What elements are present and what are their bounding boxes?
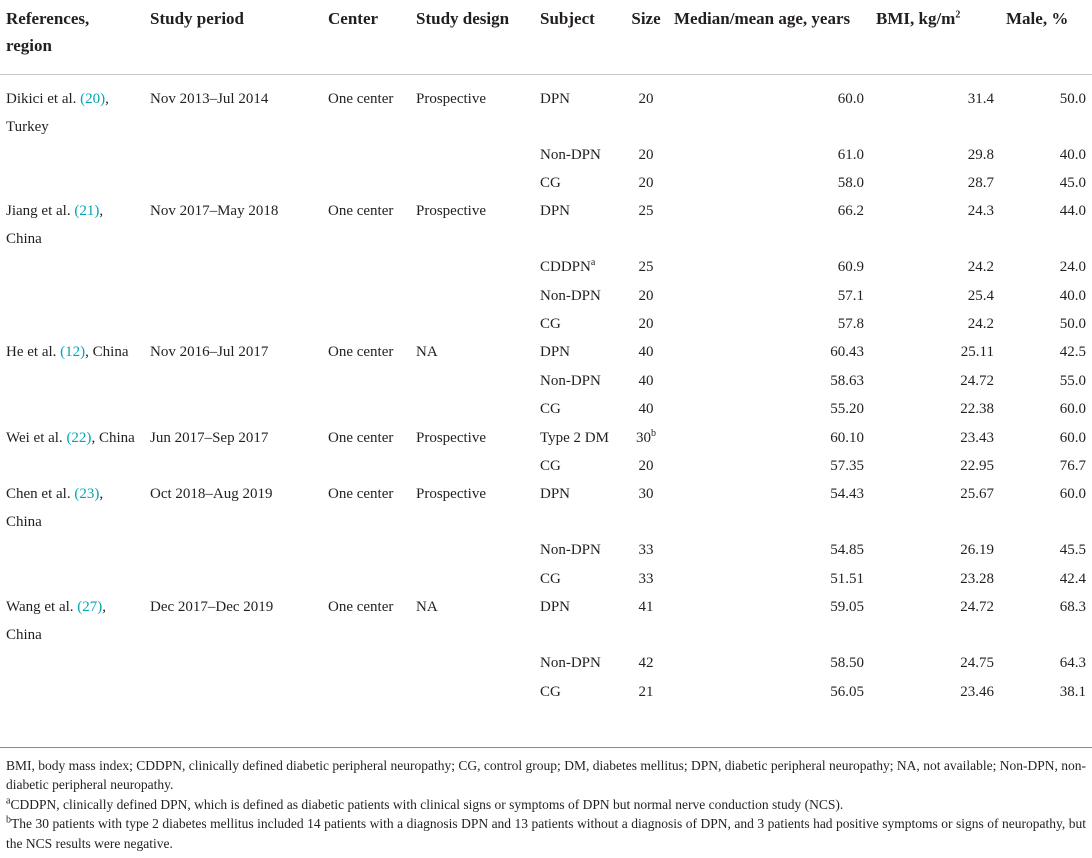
subject-label: DPN — [540, 203, 571, 220]
center-cell: One center — [328, 599, 394, 616]
bmi-cell: 23.46 — [960, 683, 994, 700]
reference-cell — [0, 338, 144, 366]
footnote-a — [6, 795, 1086, 814]
reference-link[interactable]: (21) — [74, 203, 100, 220]
header-study-period: Study period — [150, 9, 244, 28]
empty-cell — [322, 452, 410, 480]
male-percent-cell: 60.0 — [1059, 486, 1086, 503]
size-cell — [624, 169, 668, 197]
study-period-cell: Oct 2018–Aug 2019 — [150, 486, 273, 503]
empty-cell — [144, 565, 322, 593]
reference-author: He et al. — [6, 344, 57, 361]
study-period-cell: Nov 2013–Jul 2014 — [150, 90, 269, 107]
age-cell: 60.9 — [837, 259, 864, 276]
empty-cell — [144, 649, 322, 677]
subject-cell — [534, 452, 624, 480]
subject-label: DPN — [540, 90, 571, 107]
empty-cell — [410, 367, 534, 395]
size-cell — [624, 480, 668, 536]
empty-cell — [144, 452, 322, 480]
empty-cell — [322, 141, 410, 169]
male-percent-cell: 44.0 — [1059, 203, 1086, 220]
reference-cell — [0, 480, 144, 536]
table-header — [0, 0, 1092, 74]
reference-cell — [0, 197, 144, 253]
size-value: 33 — [638, 570, 654, 587]
table-row — [0, 253, 1092, 281]
bmi-cell: 24.75 — [960, 655, 994, 672]
empty-cell — [144, 282, 322, 310]
table-row — [0, 536, 1092, 564]
table-row — [0, 74, 1092, 141]
subject-cell — [534, 253, 624, 281]
age-cell: 60.0 — [837, 90, 864, 107]
header-bmi-label: BMI, kg/m — [876, 9, 956, 28]
subject-label: Non-DPN — [540, 655, 601, 672]
subject-label: DPN — [540, 486, 571, 503]
size-cell — [624, 367, 668, 395]
reference-cell — [0, 593, 144, 649]
subject-label: CG — [540, 401, 561, 418]
empty-cell — [322, 310, 410, 338]
bmi-cell: 24.2 — [967, 259, 994, 276]
male-percent-cell: 50.0 — [1059, 316, 1086, 333]
subject-superscript: a — [590, 257, 596, 269]
subject-cell — [534, 169, 624, 197]
bmi-cell: 23.28 — [960, 570, 994, 587]
bmi-cell: 25.4 — [967, 287, 994, 304]
empty-cell — [410, 169, 534, 197]
reference-author: Chen et al. — [6, 486, 71, 503]
table-row — [0, 593, 1092, 649]
subject-label: CG — [540, 570, 561, 587]
age-cell: 54.43 — [830, 486, 864, 503]
size-cell — [624, 74, 668, 141]
size-cell — [624, 310, 668, 338]
empty-cell — [410, 649, 534, 677]
age-cell: 61.0 — [837, 146, 864, 163]
empty-cell — [410, 536, 534, 564]
header-bmi-superscript: 2 — [955, 9, 961, 21]
footnote-b-text: The 30 patients with type 2 diabetes mellitus included 14 patients with a diagnosis DPN and 13 patients without a diagnosis of DPN, and 3 patients had positive symptoms or signs of neuropathy, but the NCS results were negative. — [6, 816, 1086, 851]
age-cell: 51.51 — [830, 570, 864, 587]
subject-cell — [534, 593, 624, 649]
subject-label: Non-DPN — [540, 287, 601, 304]
subject-cell — [534, 678, 624, 706]
male-percent-cell: 60.0 — [1059, 401, 1086, 418]
bmi-cell: 24.72 — [960, 599, 994, 616]
subject-cell — [534, 197, 624, 253]
table-row — [0, 282, 1092, 310]
size-value: 20 — [638, 146, 654, 163]
size-cell — [624, 395, 668, 423]
subject-cell — [534, 395, 624, 423]
age-cell: 58.63 — [830, 372, 864, 389]
empty-cell — [410, 678, 534, 706]
size-cell — [624, 565, 668, 593]
size-value: 30 — [636, 429, 651, 446]
reference-region: , China — [6, 203, 104, 248]
age-cell: 66.2 — [837, 203, 864, 220]
reference-author: Dikici et al. — [6, 90, 77, 107]
reference-region: , China — [6, 599, 107, 644]
subject-label: Type 2 DM — [540, 429, 609, 446]
study-period-cell: Nov 2017–May 2018 — [150, 203, 279, 220]
subject-cell — [534, 367, 624, 395]
empty-cell — [410, 141, 534, 169]
subject-cell — [534, 310, 624, 338]
size-superscript: b — [651, 427, 656, 439]
subject-cell — [534, 536, 624, 564]
size-value: 25 — [638, 203, 654, 220]
footnote-abbreviations: BMI, body mass index; CDDPN, clinically defined diabetic peripheral neuropathy; CG, control group; DM, diabetes mellitus; DPN, diabetic peripheral neuropathy; NA, not available; Non-DPN, non-diabetic peripheral neuropathy. — [6, 758, 1086, 793]
size-cell — [624, 338, 668, 366]
reference-cell — [0, 424, 144, 452]
reference-cell — [0, 74, 144, 141]
age-cell: 58.0 — [837, 174, 864, 191]
reference-link[interactable]: (23) — [74, 486, 100, 503]
table-body — [0, 74, 1092, 706]
study-period-cell: Jun 2017–Sep 2017 — [150, 429, 269, 446]
subject-cell — [534, 141, 624, 169]
size-cell — [624, 649, 668, 677]
reference-link[interactable]: (20) — [80, 90, 106, 107]
header-center: Center — [328, 9, 379, 28]
empty-cell — [322, 367, 410, 395]
subject-label: CG — [540, 174, 561, 191]
size-cell — [624, 141, 668, 169]
empty-cell — [144, 536, 322, 564]
empty-cell — [144, 310, 322, 338]
footnote-a-mark: a — [6, 795, 11, 807]
bmi-cell: 24.72 — [960, 372, 994, 389]
empty-cell — [322, 649, 410, 677]
empty-cell — [0, 141, 144, 169]
subject-cell — [534, 338, 624, 366]
reference-region: , China — [85, 344, 129, 361]
size-value: 25 — [638, 259, 654, 276]
header-subject: Subject — [540, 9, 595, 28]
empty-cell — [0, 395, 144, 423]
bmi-cell: 23.43 — [960, 429, 994, 446]
size-value: 41 — [638, 599, 654, 616]
table-row — [0, 424, 1092, 452]
table-row — [0, 338, 1092, 366]
subject-cell — [534, 480, 624, 536]
header-male: Male, % — [1006, 9, 1069, 28]
study-design-cell: NA — [416, 344, 438, 361]
age-cell: 57.35 — [830, 458, 864, 475]
center-cell: One center — [328, 203, 394, 220]
age-cell: 60.10 — [830, 429, 864, 446]
study-design-cell: Prospective — [416, 486, 486, 503]
empty-cell — [0, 536, 144, 564]
empty-cell — [144, 141, 322, 169]
age-cell: 58.50 — [830, 655, 864, 672]
study-period-cell: Nov 2016–Jul 2017 — [150, 344, 269, 361]
empty-cell — [0, 282, 144, 310]
table-row — [0, 310, 1092, 338]
male-percent-cell: 60.0 — [1059, 429, 1086, 446]
study-period-cell: Dec 2017–Dec 2019 — [150, 599, 274, 616]
male-percent-cell: 45.5 — [1059, 542, 1086, 559]
empty-cell — [322, 536, 410, 564]
empty-cell — [0, 253, 144, 281]
size-cell — [624, 536, 668, 564]
empty-cell — [322, 678, 410, 706]
male-percent-cell: 64.3 — [1059, 655, 1086, 672]
empty-cell — [322, 282, 410, 310]
reference-author: Wang et al. — [6, 599, 74, 616]
empty-cell — [0, 452, 144, 480]
table-row — [0, 367, 1092, 395]
empty-cell — [410, 565, 534, 593]
bmi-cell: 24.3 — [967, 203, 994, 220]
empty-cell — [410, 395, 534, 423]
size-cell — [624, 593, 668, 649]
empty-cell — [0, 678, 144, 706]
empty-cell — [322, 395, 410, 423]
reference-link[interactable]: (27) — [77, 599, 103, 616]
subject-cell — [534, 649, 624, 677]
empty-cell — [144, 678, 322, 706]
footnote-b — [6, 814, 1086, 853]
empty-cell — [410, 452, 534, 480]
empty-cell — [144, 367, 322, 395]
header-age: Median/mean age, years — [674, 9, 851, 28]
subject-label: CG — [540, 316, 561, 333]
size-value: 20 — [638, 90, 654, 107]
empty-cell — [0, 649, 144, 677]
empty-cell — [0, 367, 144, 395]
table-row — [0, 649, 1092, 677]
male-percent-cell: 50.0 — [1059, 90, 1086, 107]
bmi-cell: 22.95 — [960, 458, 994, 475]
male-percent-cell: 68.3 — [1059, 599, 1086, 616]
header-study-design: Study design — [416, 9, 510, 28]
reference-author: Jiang et al. — [6, 203, 71, 220]
size-value: 20 — [638, 174, 654, 191]
reference-region: , Turkey — [6, 90, 109, 135]
subject-label: CG — [540, 683, 561, 700]
age-cell: 56.05 — [830, 683, 864, 700]
center-cell: One center — [328, 429, 394, 446]
size-cell — [624, 452, 668, 480]
empty-cell — [410, 282, 534, 310]
footnote-a-text: CDDPN, clinically defined DPN, which is defined as diabetic patients with clinical signs or symptoms of DPN but normal nerve conduction study (NCS). — [10, 796, 844, 812]
study-design-cell: Prospective — [416, 90, 486, 107]
empty-cell — [0, 565, 144, 593]
male-percent-cell: 38.1 — [1059, 683, 1086, 700]
table-row — [0, 480, 1092, 536]
age-cell: 54.85 — [830, 542, 864, 559]
empty-cell — [410, 253, 534, 281]
age-cell: 59.05 — [830, 599, 864, 616]
center-cell: One center — [328, 344, 394, 361]
bmi-cell: 28.7 — [967, 174, 994, 191]
empty-cell — [322, 565, 410, 593]
empty-cell — [322, 253, 410, 281]
study-design-cell: NA — [416, 599, 438, 616]
size-value: 40 — [638, 344, 654, 361]
bmi-cell: 29.8 — [967, 146, 994, 163]
subject-label: DPN — [540, 344, 571, 361]
empty-cell — [0, 169, 144, 197]
header-bmi — [870, 0, 1000, 74]
size-value: 20 — [638, 287, 654, 304]
subject-cell — [534, 565, 624, 593]
size-value: 20 — [638, 316, 654, 333]
study-design-cell: Prospective — [416, 429, 486, 446]
subject-label: DPN — [540, 599, 571, 616]
reference-link[interactable]: (22) — [66, 429, 92, 446]
table-row — [0, 565, 1092, 593]
size-value: 40 — [638, 372, 654, 389]
reference-author: Wei et al. — [6, 429, 63, 446]
size-value: 21 — [638, 683, 654, 700]
header-size: Size — [631, 9, 661, 28]
empty-cell — [410, 310, 534, 338]
size-cell — [624, 197, 668, 253]
reference-region: , China — [91, 429, 135, 446]
subject-cell — [534, 282, 624, 310]
bmi-cell: 25.67 — [960, 486, 994, 503]
size-cell — [624, 424, 668, 452]
center-cell: One center — [328, 486, 394, 503]
bmi-cell: 22.38 — [960, 401, 994, 418]
male-percent-cell: 40.0 — [1059, 146, 1086, 163]
subject-label: Non-DPN — [540, 542, 601, 559]
reference-region: , China — [6, 486, 104, 531]
male-percent-cell: 55.0 — [1059, 372, 1086, 389]
age-cell: 57.8 — [837, 316, 864, 333]
table-row — [0, 169, 1092, 197]
header-references: References, region — [6, 9, 90, 55]
bmi-cell: 24.2 — [967, 316, 994, 333]
age-cell: 57.1 — [837, 287, 864, 304]
size-value: 30 — [638, 486, 654, 503]
bmi-cell: 31.4 — [967, 90, 994, 107]
table-row — [0, 678, 1092, 706]
male-percent-cell: 42.4 — [1059, 570, 1086, 587]
age-cell: 60.43 — [830, 344, 864, 361]
table-row — [0, 141, 1092, 169]
empty-cell — [322, 169, 410, 197]
empty-cell — [0, 310, 144, 338]
empty-cell — [144, 253, 322, 281]
male-percent-cell: 42.5 — [1059, 344, 1086, 361]
subject-cell — [534, 74, 624, 141]
size-value: 40 — [638, 401, 654, 418]
subject-label: Non-DPN — [540, 146, 601, 163]
table-row — [0, 452, 1092, 480]
male-percent-cell: 24.0 — [1059, 259, 1086, 276]
size-cell — [624, 678, 668, 706]
subject-label: CDDPN — [540, 259, 591, 276]
male-percent-cell: 40.0 — [1059, 287, 1086, 304]
study-design-cell: Prospective — [416, 203, 486, 220]
subject-cell — [534, 424, 624, 452]
table-row — [0, 395, 1092, 423]
subject-label: Non-DPN — [540, 372, 601, 389]
empty-cell — [144, 169, 322, 197]
reference-link[interactable]: (12) — [60, 344, 86, 361]
size-cell — [624, 282, 668, 310]
male-percent-cell: 45.0 — [1059, 174, 1086, 191]
table-footnotes — [0, 747, 1092, 853]
size-value: 33 — [638, 542, 654, 559]
age-cell: 55.20 — [830, 401, 864, 418]
male-percent-cell: 76.7 — [1059, 458, 1086, 475]
bmi-cell: 26.19 — [960, 542, 994, 559]
center-cell: One center — [328, 90, 394, 107]
subject-label: CG — [540, 458, 561, 475]
size-value: 20 — [638, 458, 654, 475]
size-value: 42 — [638, 655, 654, 672]
empty-cell — [144, 395, 322, 423]
table-row — [0, 197, 1092, 253]
footnote-b-mark: b — [6, 814, 11, 826]
size-cell — [624, 253, 668, 281]
bmi-cell: 25.11 — [960, 344, 994, 361]
